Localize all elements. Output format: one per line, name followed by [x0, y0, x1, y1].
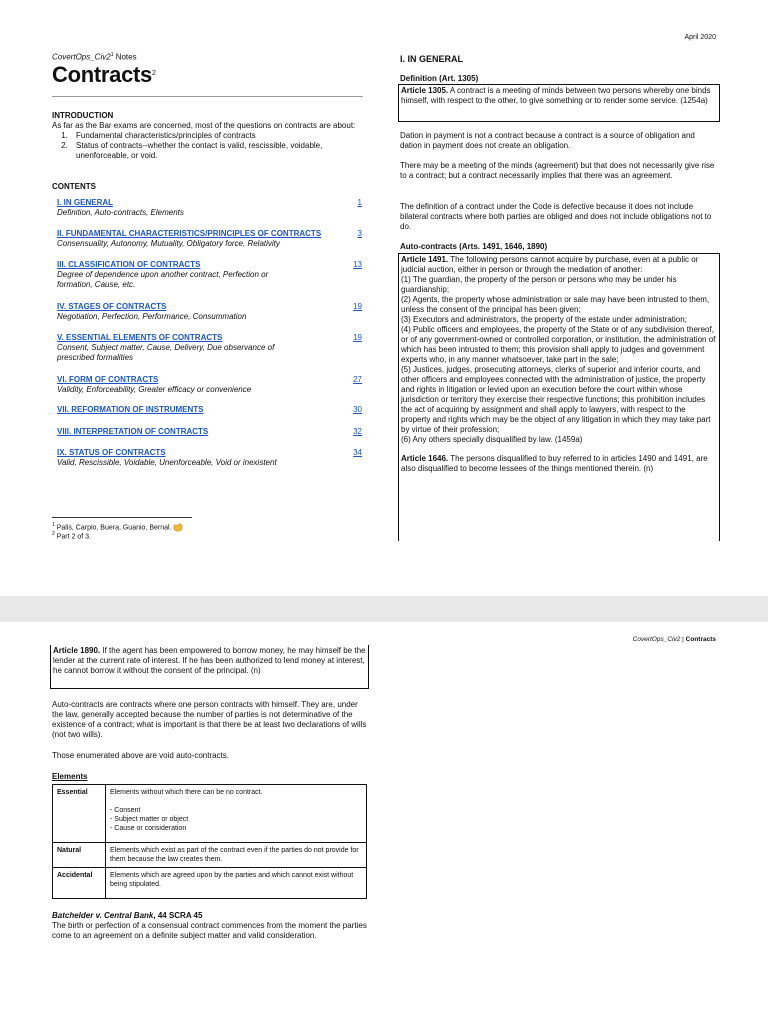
definition-paragraph: Dation in payment is not a contract because a contract is a source of obligation and dation in payment does not create an obligation.: [400, 131, 695, 150]
footnote-text: Palis, Carpio, Buera, Guanio, Bernal.: [54, 524, 172, 532]
toc-page-number[interactable]: 34: [353, 448, 362, 457]
toc-link[interactable]: II. FUNDAMENTAL CHARACTERISTICS/PRINCIPLES OF CONTRACTS: [57, 229, 322, 238]
toc-page-number[interactable]: 13: [353, 260, 362, 269]
case-section: [52, 911, 367, 941]
element-list-item: - Consent: [110, 807, 141, 814]
toc-description: Valid, Rescissible, Voidable, Unenforceable, Void or inexistent: [57, 458, 277, 467]
toc-entry-6[interactable]: [57, 375, 362, 395]
toc-link[interactable]: IX. STATUS OF CONTRACTS: [57, 448, 166, 457]
elements-table: [52, 784, 367, 899]
article-label: Article 1646.: [401, 454, 449, 463]
footnote-divider: [52, 517, 192, 518]
table-row: [53, 785, 367, 843]
article-1646: [401, 454, 717, 474]
article-label: Article 1491.: [401, 255, 449, 264]
definition-paragraph: The definition of a contract under the Code is defective because it does not include bilateral contracts where both parties are obliged and does not include obligations not to do.: [400, 202, 712, 231]
page-2: [0, 622, 768, 1024]
element-text: Elements without which there can be no contract.: [110, 789, 263, 796]
notes-label: [52, 52, 362, 62]
footnote-2: [52, 530, 91, 541]
footnote-number: 1: [52, 522, 55, 528]
auto-contracts-paragraph: Those enumerated above are void auto-contracts.: [52, 751, 229, 760]
toc-link[interactable]: VI. FORM OF CONTRACTS: [57, 375, 159, 384]
toc-link[interactable]: VII. REFORMATION OF INSTRUMENTS: [57, 405, 204, 414]
toc-page-number[interactable]: 19: [353, 333, 362, 342]
title-footnote-ref: 2: [152, 70, 156, 77]
article-label: Article 1305.: [401, 86, 449, 95]
article-label: Article 1890.: [53, 646, 101, 655]
element-kind: Accidental: [53, 868, 106, 899]
toc-description: Consensuality, Autonomy, Mutuality, Obligatory force, Relativity: [57, 239, 280, 248]
toc-link[interactable]: I. IN GENERAL: [57, 198, 114, 207]
article-item: (3) Executors and administrators, the property of the estate under administration;: [401, 315, 687, 324]
elements-heading: Elements: [52, 772, 88, 781]
article-item: (1) The guardian, the property of the person or persons who may be under his guardianship;: [401, 275, 677, 294]
footnote-number: 2: [52, 531, 55, 537]
toc-entry-3[interactable]: [57, 260, 362, 290]
toc-entry-5[interactable]: [57, 333, 362, 363]
toc-entry-4[interactable]: [57, 302, 362, 322]
intro-heading: INTRODUCTION: [52, 111, 114, 120]
notes-doc-name: CovertOps_Civ2: [52, 52, 111, 62]
table-row: [53, 843, 367, 868]
article-1305-box: [398, 84, 720, 122]
toc-link[interactable]: III. CLASSIFICATION OF CONTRACTS: [57, 260, 201, 269]
element-kind: Natural: [53, 843, 106, 868]
article-item: (2) Agents, the property whose administration or sale may have been intrusted to them, unless the consent of the principal has been given;: [401, 295, 710, 314]
case-citation: , 44 SCRA 45: [153, 911, 203, 920]
toc-description: Consent, Subject matter, Cause, Delivery, Due observance of prescribed formalities: [57, 343, 275, 362]
toc-page-number[interactable]: 27: [353, 375, 362, 384]
table-row: [53, 868, 367, 899]
footnote-text: Part 2 of 3.: [54, 533, 91, 541]
intro-list: [52, 131, 362, 161]
definition-paragraph: There may be a meeting of the minds (agreement) but that does not necessarily give rise to a contract; but a contract necessarily implies that there was an agreement.: [400, 161, 715, 180]
element-text: Elements which are agreed upon by the parties and which cannot exist without being stipulated.: [110, 872, 354, 888]
article-1890-box: [50, 645, 369, 689]
toc-page-number[interactable]: 32: [353, 427, 362, 436]
definition-heading: Definition (Art. 1305): [400, 74, 479, 83]
toc-page-number[interactable]: 19: [353, 302, 362, 311]
section-heading: I. IN GENERAL: [400, 54, 464, 64]
hand-pointing-icon: [173, 523, 183, 532]
toc-description: Validity, Enforceability, Greater efficacy or convenience: [57, 385, 252, 394]
element-list-item: - Subject matter or object: [110, 816, 189, 823]
intro-text: As far as the Bar exams are concerned, most of the questions on contracts are about:: [52, 121, 356, 130]
contents-heading: CONTENTS: [52, 182, 96, 191]
toc-description: Negotiation, Perfection, Performance, Consummation: [57, 312, 247, 321]
toc-link[interactable]: VIII. INTERPRETATION OF CONTRACTS: [57, 427, 209, 436]
page-title: [52, 62, 362, 88]
element-description: [106, 868, 367, 899]
toc-entry-8[interactable]: [57, 427, 362, 437]
toc-entry-9[interactable]: [57, 448, 362, 468]
article-text: The following persons cannot acquire by purchase, even at a public or judicial auction, either in person or through the mediation of another:: [401, 255, 699, 274]
running-head-separator: |: [680, 636, 686, 643]
article-item: (6) Any others specially disqualified by law. (1459a): [401, 435, 583, 444]
article-1491-box: [398, 253, 720, 541]
article-item: (4) Public officers and employees, the property of the State or of any subdivision thereof, or of any government-owned or controlled corporation, or institution, the administration of which has been intrusted to them; this provision shall apply to judges and government experts who, in any manner whatsoever, take part in the sale;: [401, 325, 716, 364]
introduction-section: [52, 111, 362, 161]
article-text: The persons disqualified to buy referred to in articles 1490 and 1491, are also disqualified to become lessees of the things mentioned therein. (n): [401, 454, 708, 473]
toc-description: Definition, Auto-contracts, Elements: [57, 208, 184, 217]
toc-entry-2[interactable]: [57, 229, 362, 249]
case-text: The birth or perfection of a consensual contract commences from the moment the parties come to an agreement on a definite subject matter and valid consideration.: [52, 921, 367, 940]
toc-page-number[interactable]: 1: [357, 198, 362, 207]
element-kind: Essential: [53, 785, 106, 843]
auto-contracts-paragraph: Auto-contracts are contracts where one person contracts with himself. They are, under the law, generally accepted because the number of parties is not determinative of the existence of a contract; what is important is that there be at least two declarations of wills (not two wills).: [52, 700, 367, 739]
element-description: Elements which exist as part of the contract even if the parties do not provide for them because the law creates them.: [106, 843, 367, 868]
title-text: Contracts: [52, 62, 152, 87]
running-head-doc: CovertOps_Civ2: [632, 636, 681, 643]
auto-contracts-heading: Auto-contracts (Arts. 1491, 1646, 1890): [400, 242, 548, 251]
running-head-title: Contracts: [685, 636, 716, 643]
article-text: If the agent has been empowered to borrow money, he may himself be the lender at the current rate of interest. If he has been authorized to lend money at interest, he cannot borrow it without the consent of the principal. (n): [53, 646, 366, 675]
toc-entry-7[interactable]: [57, 405, 362, 415]
toc-page-number[interactable]: 30: [353, 405, 362, 414]
article-text: A contract is a meeting of minds between two persons whereby one binds himself, with respect to the other, to give something or to render some service. (1254a): [401, 86, 711, 105]
notes-suffix: Notes: [113, 52, 137, 62]
page-date: April 2020: [684, 34, 716, 41]
toc-page-number[interactable]: 3: [357, 229, 362, 238]
intro-list-item: 1. Fundamental characteristics/principles of contracts: [70, 131, 362, 141]
running-head: [633, 636, 716, 643]
page-gap: [0, 596, 768, 622]
title-divider: [52, 96, 363, 97]
element-description: [106, 785, 367, 843]
case-title: Batchelder v. Central Bank: [52, 911, 154, 920]
intro-list-item: 2. Status of contracts--whether the contact is valid, rescissible, voidable, unenforceable, or void.: [70, 141, 362, 161]
toc-link[interactable]: V. ESSENTIAL ELEMENTS OF CONTRACTS: [57, 333, 223, 342]
toc-description: Degree of dependence upon another contract, Perfection or formation, Cause, etc.: [57, 270, 269, 289]
element-list-item: - Cause or consideration: [110, 825, 187, 832]
toc-entry-1[interactable]: [57, 198, 362, 218]
article-item: (5) Justices, judges, prosecuting attorneys, clerks of superior and inferior courts, and other officers and employees connected with the administration of justice, the property and rights in litigation or levied upon an execution before the court within whose jurisdiction or territory they exercise their respective functions; this prohibition includes the act of acquiring by assignment and shall apply to lawyers, with respect to the property and rights which may be the object of any litigation in which they may take part by virtue of their profession;: [401, 365, 711, 434]
notes-footnote-ref: 1: [110, 52, 114, 58]
toc-link[interactable]: IV. STAGES OF CONTRACTS: [57, 302, 167, 311]
